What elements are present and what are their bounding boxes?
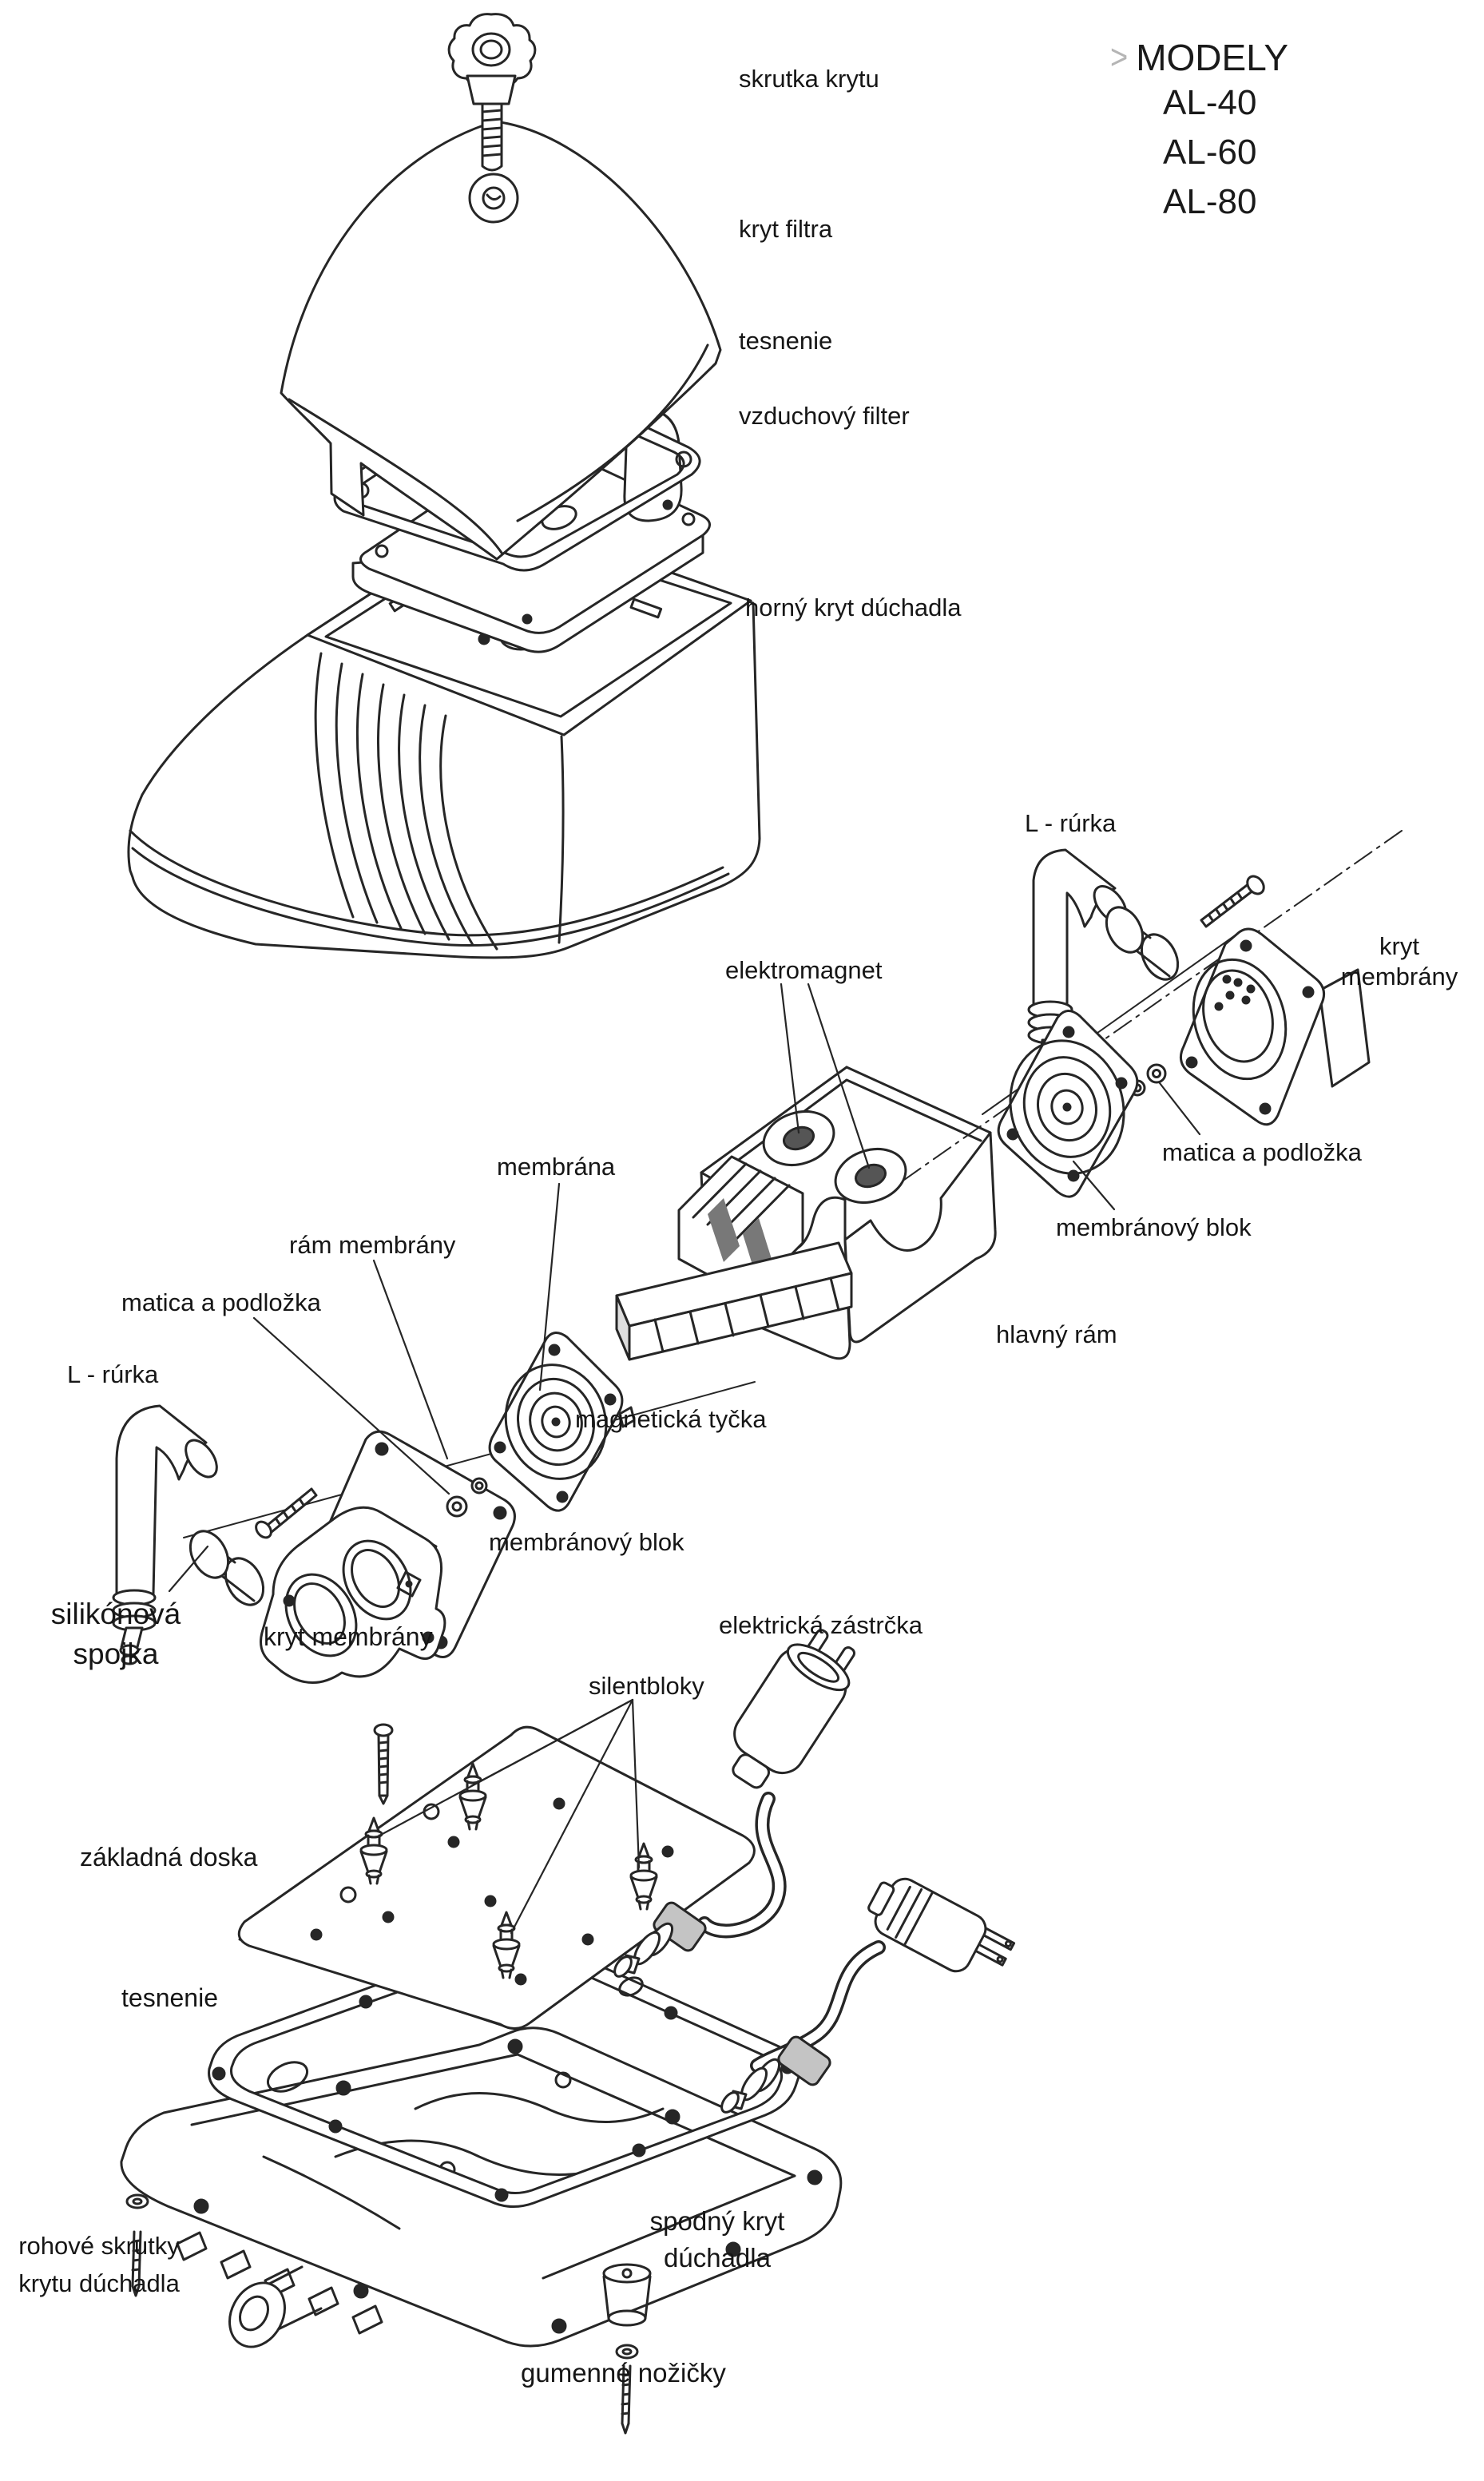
model-list — [1110, 37, 1342, 227]
label-electromagnet: elektromagnet — [725, 956, 883, 984]
label-l-tube-upper: L - rúrka — [1025, 809, 1117, 837]
label-power-plug: elektrická zástrčka — [719, 1611, 923, 1639]
label-c over-screw: skrutka krytu — [739, 65, 879, 93]
label-magnet-bar: magnetická tyčka — [575, 1405, 767, 1433]
label-top-housing: horný kryt dúchadla — [745, 593, 962, 621]
model-item-al40: AL-40 — [1163, 83, 1257, 122]
label-silentblocks: silentbloky — [589, 1672, 704, 1700]
label-membrane-block-lower: membránový blok — [489, 1528, 684, 1556]
label-silicone-coupling: silikónová spojka — [50, 1598, 181, 1670]
label-gasket-bottom: tesnenie — [121, 1983, 218, 2012]
label-base-plate: základná doska — [80, 1843, 258, 1872]
label-l-tube-lower: L - rúrka — [67, 1360, 159, 1388]
label-membrane-cover-lower: kryt membrány — [264, 1622, 433, 1651]
part-plate-screw — [375, 1725, 392, 1804]
label-corner-screws: rohové skrutky krytu dúchadla — [18, 2232, 180, 2297]
label-bottom-housing: spodný kryt dúchadla — [649, 2206, 785, 2273]
part-membrane-block-right — [996, 1010, 1139, 1197]
label-rubber-feet: gumenné nožičky — [521, 2358, 726, 2388]
label-air-filter: vzduchový filter — [739, 402, 910, 430]
label-membrane-cover-right: kryt membrány — [1340, 932, 1458, 990]
part-membrane-cover-left — [261, 1507, 445, 1682]
part-silicone-coupling-right — [1099, 901, 1184, 986]
label-nut-washer-left: matica a podložka — [121, 1288, 321, 1316]
part-screw-left — [253, 1489, 316, 1541]
label-membrane: membrána — [497, 1153, 616, 1181]
part-screw-right — [1201, 873, 1267, 927]
models-heading: MODELY — [1136, 37, 1289, 78]
part-power-plug-us — [718, 1868, 1017, 2115]
model-item-al80: AL-80 — [1163, 182, 1257, 221]
label-membrane-block-right: membránový blok — [1056, 1213, 1252, 1241]
label-nut-washer-right: matica a podložka — [1162, 1138, 1362, 1166]
label-gasket-top: tesnenie — [739, 327, 833, 355]
label-main-frame: hlavný rám — [996, 1320, 1117, 1348]
label-filter-cover: kryt filtra — [739, 215, 833, 243]
label-membrane-frame: rám membrány — [289, 1231, 456, 1259]
model-item-al60: AL-60 — [1163, 133, 1257, 172]
chevron-icon: > — [1110, 38, 1129, 77]
